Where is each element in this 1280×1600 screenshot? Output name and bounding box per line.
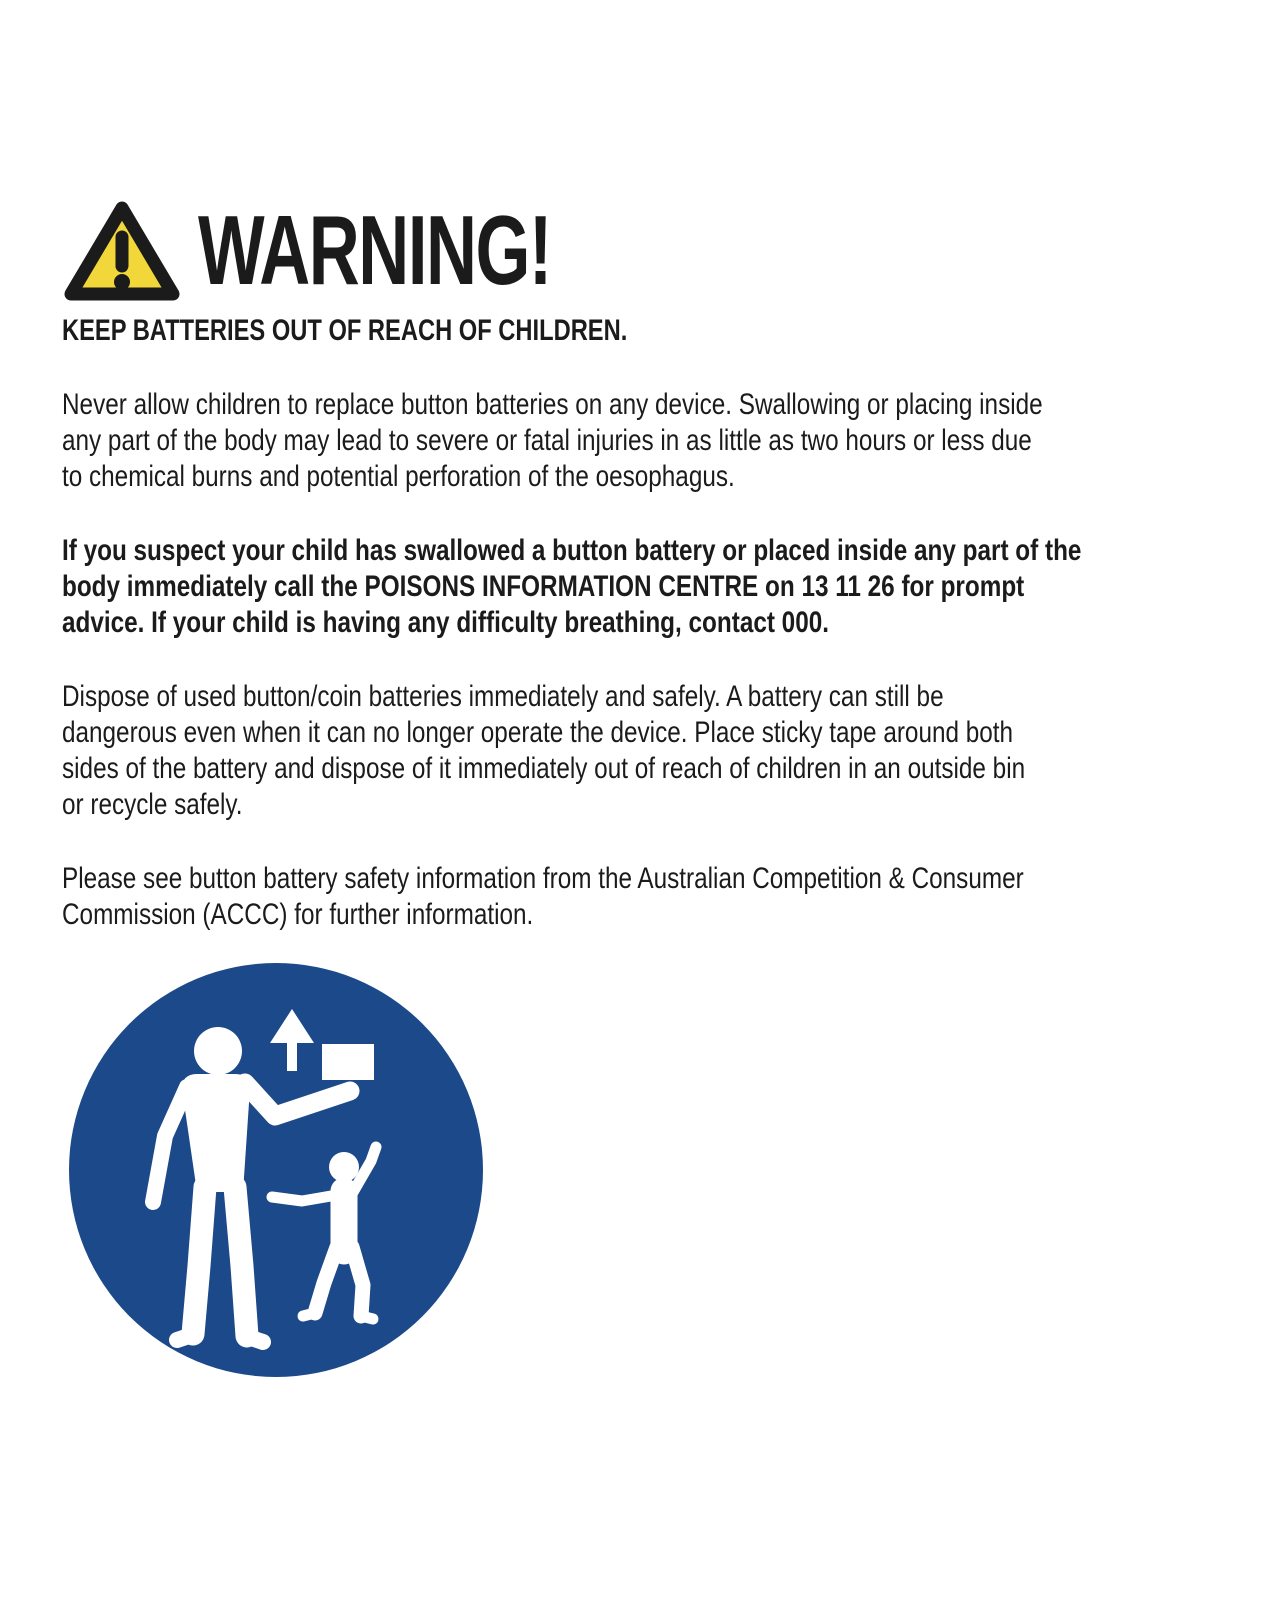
- body-line: Dispose of used button/coin batteries immediately and safely. A battery can still be: [62, 680, 944, 713]
- body-line: body immediately call the POISONS INFORMATION CENTRE on 13 11 26 for prompt: [62, 570, 1025, 603]
- body-line: If you suspect your child has swallowed a button battery or placed inside any part of the: [62, 534, 1082, 567]
- body-paragraph-never-allow: [62, 387, 1218, 495]
- body-line: dangerous even when it can no longer operate the device. Place sticky tape around both: [62, 716, 1014, 749]
- body-line: advice. If your child is having any difficulty breathing, contact 000.: [62, 606, 829, 639]
- body-line: or recycle safely.: [62, 788, 243, 821]
- warning-header: [62, 197, 1218, 303]
- warning-triangle-icon: [62, 197, 182, 303]
- body-line: Please see button battery safety information from the Australian Competition & Consumer: [62, 862, 1024, 895]
- keep-out-of-reach-of-children-icon: [69, 963, 483, 1377]
- body-line: sides of the battery and dispose of it immediately out of reach of children in an outside bin: [62, 752, 1026, 785]
- warning-subheading: KEEP BATTERIES OUT OF REACH OF CHILDREN.: [62, 314, 628, 347]
- body-line: Commission (ACCC) for further information.: [62, 898, 534, 931]
- body-line: any part of the body may lead to severe or fatal injuries in as little as two hours or less due: [62, 424, 1032, 457]
- body-line: to chemical burns and potential perforation of the oesophagus.: [62, 460, 735, 493]
- body-line: Never allow children to replace button batteries on any device. Swallowing or placing inside: [62, 388, 1043, 421]
- body-paragraph-emergency: [62, 533, 1218, 641]
- body-paragraph-accc: [62, 861, 1218, 933]
- body-paragraph-disposal: [62, 679, 1218, 823]
- warning-title: WARNING!: [198, 195, 552, 305]
